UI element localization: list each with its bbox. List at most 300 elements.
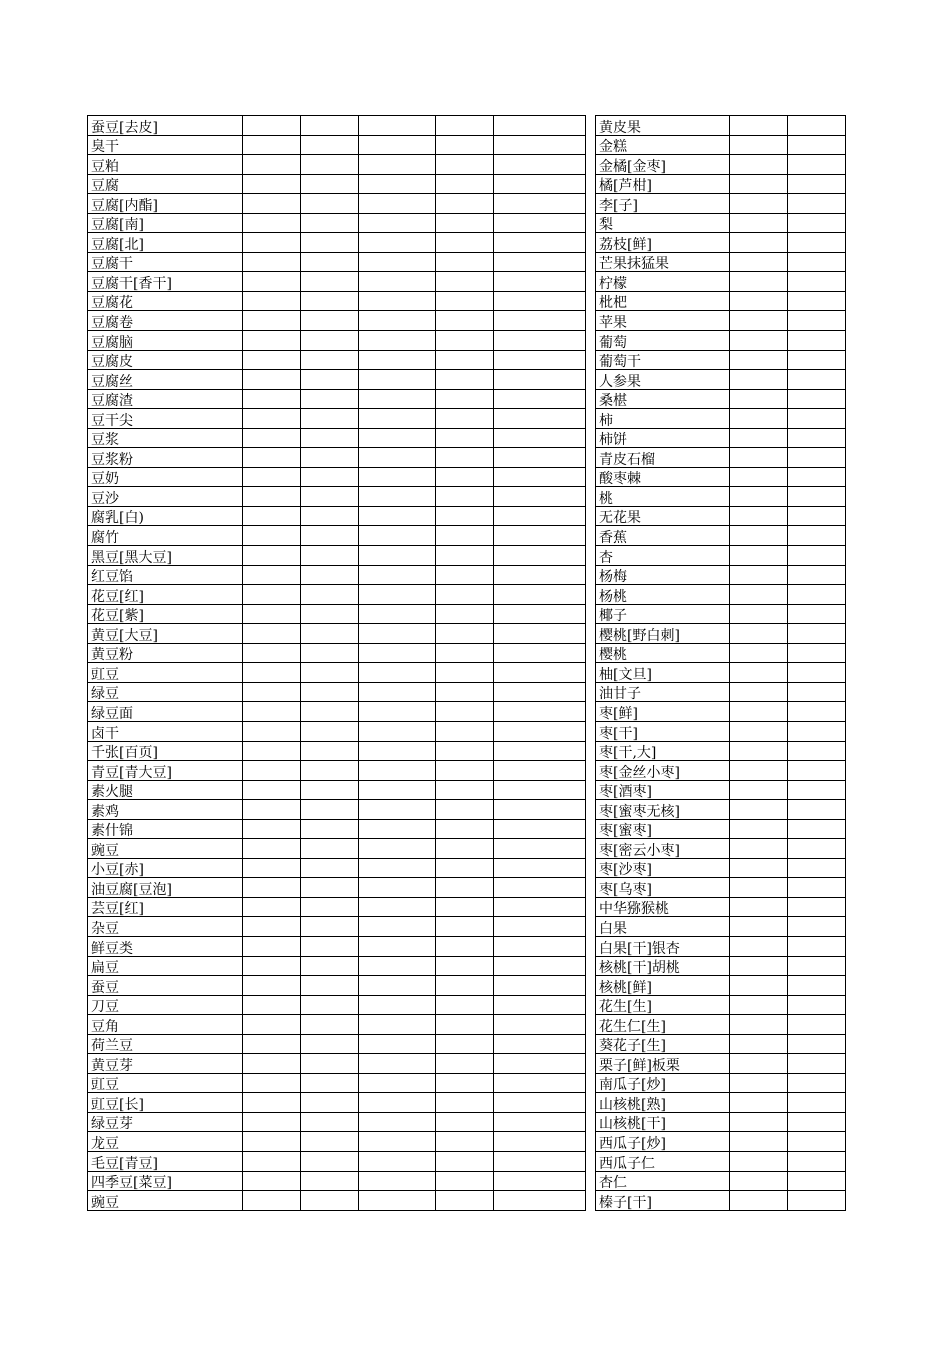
item-name-cell: 芸豆[红] bbox=[88, 897, 243, 917]
empty-cell bbox=[436, 1171, 494, 1191]
empty-cell bbox=[359, 800, 436, 820]
empty-cell bbox=[730, 995, 788, 1015]
table-row bbox=[596, 976, 846, 996]
empty-cell bbox=[301, 252, 359, 272]
table-row bbox=[88, 761, 586, 781]
empty-cell bbox=[730, 604, 788, 624]
empty-cell bbox=[788, 428, 846, 448]
item-name-cell: 金糕 bbox=[596, 135, 730, 155]
empty-cell bbox=[494, 878, 586, 898]
item-name-cell: 杂豆 bbox=[88, 917, 243, 937]
empty-cell bbox=[301, 741, 359, 761]
empty-cell bbox=[301, 448, 359, 468]
item-name-cell: 花生仁[生] bbox=[596, 1015, 730, 1035]
table-row bbox=[88, 956, 586, 976]
empty-cell bbox=[730, 721, 788, 741]
empty-cell bbox=[301, 370, 359, 390]
empty-cell bbox=[730, 565, 788, 585]
table-row bbox=[596, 155, 846, 175]
empty-cell bbox=[436, 819, 494, 839]
empty-cell bbox=[301, 506, 359, 526]
empty-cell bbox=[730, 702, 788, 722]
empty-cell bbox=[788, 135, 846, 155]
table-row bbox=[88, 839, 586, 859]
empty-cell bbox=[359, 370, 436, 390]
item-name-cell: 青豆[青大豆] bbox=[88, 761, 243, 781]
item-name-cell: 柚[文旦] bbox=[596, 663, 730, 683]
table-row bbox=[596, 663, 846, 683]
item-name-cell: 豆腐[南] bbox=[88, 213, 243, 233]
empty-cell bbox=[730, 448, 788, 468]
empty-cell bbox=[494, 272, 586, 292]
empty-cell bbox=[788, 956, 846, 976]
table-row bbox=[88, 858, 586, 878]
item-name-cell: 豌豆 bbox=[88, 839, 243, 859]
item-name-cell: 核桃[鲜] bbox=[596, 976, 730, 996]
empty-cell bbox=[788, 565, 846, 585]
empty-cell bbox=[494, 506, 586, 526]
empty-cell bbox=[730, 1132, 788, 1152]
item-name-cell: 卤干 bbox=[88, 721, 243, 741]
table-row bbox=[88, 585, 586, 605]
item-name-cell: 龙豆 bbox=[88, 1132, 243, 1152]
empty-cell bbox=[788, 1191, 846, 1211]
item-name-cell: 四季豆[菜豆] bbox=[88, 1171, 243, 1191]
empty-cell bbox=[243, 409, 301, 429]
item-name-cell: 油甘子 bbox=[596, 682, 730, 702]
empty-cell bbox=[788, 761, 846, 781]
table-row bbox=[88, 1073, 586, 1093]
empty-cell bbox=[788, 213, 846, 233]
empty-cell bbox=[359, 213, 436, 233]
empty-cell bbox=[494, 663, 586, 683]
table-row bbox=[88, 272, 586, 292]
table-row bbox=[596, 624, 846, 644]
empty-cell bbox=[436, 428, 494, 448]
empty-cell bbox=[359, 624, 436, 644]
item-name-cell: 豆奶 bbox=[88, 467, 243, 487]
table-row bbox=[88, 311, 586, 331]
empty-cell bbox=[788, 741, 846, 761]
empty-cell bbox=[436, 331, 494, 351]
empty-cell bbox=[301, 995, 359, 1015]
empty-cell bbox=[359, 780, 436, 800]
empty-cell bbox=[243, 135, 301, 155]
empty-cell bbox=[359, 819, 436, 839]
empty-cell bbox=[494, 604, 586, 624]
item-name-cell: 白果[干]银杏 bbox=[596, 936, 730, 956]
item-name-cell: 枣[干,大] bbox=[596, 741, 730, 761]
table-row bbox=[596, 1073, 846, 1093]
empty-cell bbox=[359, 428, 436, 448]
empty-cell bbox=[730, 976, 788, 996]
empty-cell bbox=[436, 702, 494, 722]
empty-cell bbox=[494, 428, 586, 448]
item-name-cell: 枣[蜜枣] bbox=[596, 819, 730, 839]
empty-cell bbox=[494, 155, 586, 175]
empty-cell bbox=[301, 897, 359, 917]
empty-cell bbox=[301, 155, 359, 175]
table-row bbox=[88, 116, 586, 136]
empty-cell bbox=[788, 585, 846, 605]
empty-cell bbox=[359, 1191, 436, 1211]
table-row bbox=[596, 1054, 846, 1074]
table-row bbox=[88, 976, 586, 996]
table-row bbox=[88, 1015, 586, 1035]
empty-cell bbox=[359, 682, 436, 702]
item-name-cell: 枣[酒枣] bbox=[596, 780, 730, 800]
item-name-cell: 蚕豆[去皮] bbox=[88, 116, 243, 136]
empty-cell bbox=[436, 878, 494, 898]
empty-cell bbox=[788, 174, 846, 194]
empty-cell bbox=[243, 350, 301, 370]
item-name-cell: 花生[生] bbox=[596, 995, 730, 1015]
item-name-cell: 香蕉 bbox=[596, 526, 730, 546]
table-row bbox=[88, 1112, 586, 1132]
empty-cell bbox=[730, 116, 788, 136]
empty-cell bbox=[243, 155, 301, 175]
empty-cell bbox=[494, 350, 586, 370]
empty-cell bbox=[301, 350, 359, 370]
table-row bbox=[596, 936, 846, 956]
empty-cell bbox=[788, 506, 846, 526]
table-row bbox=[596, 409, 846, 429]
empty-cell bbox=[243, 995, 301, 1015]
empty-cell bbox=[243, 213, 301, 233]
item-name-cell: 黄豆粉 bbox=[88, 643, 243, 663]
empty-cell bbox=[301, 839, 359, 859]
table-row bbox=[88, 135, 586, 155]
empty-cell bbox=[730, 800, 788, 820]
empty-cell bbox=[301, 272, 359, 292]
empty-cell bbox=[788, 1171, 846, 1191]
empty-cell bbox=[730, 1073, 788, 1093]
empty-cell bbox=[359, 897, 436, 917]
item-name-cell: 葵花子[生] bbox=[596, 1034, 730, 1054]
table-row bbox=[596, 1132, 846, 1152]
empty-cell bbox=[730, 1034, 788, 1054]
empty-cell bbox=[301, 858, 359, 878]
empty-cell bbox=[301, 956, 359, 976]
empty-cell bbox=[788, 116, 846, 136]
empty-cell bbox=[359, 1093, 436, 1113]
table-row bbox=[596, 682, 846, 702]
empty-cell bbox=[359, 311, 436, 331]
empty-cell bbox=[359, 604, 436, 624]
empty-cell bbox=[243, 487, 301, 507]
table-row bbox=[596, 291, 846, 311]
item-name-cell: 豆腐[北] bbox=[88, 233, 243, 253]
item-name-cell: 小豆[赤] bbox=[88, 858, 243, 878]
item-name-cell: 豆干尖 bbox=[88, 409, 243, 429]
item-name-cell: 榛子[干] bbox=[596, 1191, 730, 1211]
empty-cell bbox=[730, 487, 788, 507]
empty-cell bbox=[494, 721, 586, 741]
empty-cell bbox=[243, 1151, 301, 1171]
empty-cell bbox=[436, 467, 494, 487]
item-name-cell: 枣[鲜] bbox=[596, 702, 730, 722]
empty-cell bbox=[494, 1015, 586, 1035]
empty-cell bbox=[243, 291, 301, 311]
empty-cell bbox=[243, 819, 301, 839]
empty-cell bbox=[436, 135, 494, 155]
table-row bbox=[596, 331, 846, 351]
item-name-cell: 花豆[紫] bbox=[88, 604, 243, 624]
empty-cell bbox=[494, 780, 586, 800]
empty-cell bbox=[301, 819, 359, 839]
item-name-cell: 樱桃 bbox=[596, 643, 730, 663]
empty-cell bbox=[301, 174, 359, 194]
empty-cell bbox=[730, 526, 788, 546]
empty-cell bbox=[730, 331, 788, 351]
empty-cell bbox=[436, 174, 494, 194]
item-name-cell: 柿 bbox=[596, 409, 730, 429]
item-name-cell: 豆腐丝 bbox=[88, 370, 243, 390]
empty-cell bbox=[243, 174, 301, 194]
item-name-cell: 西瓜子[炒] bbox=[596, 1132, 730, 1152]
empty-cell bbox=[301, 428, 359, 448]
empty-cell bbox=[730, 272, 788, 292]
empty-cell bbox=[436, 1015, 494, 1035]
table-row bbox=[596, 135, 846, 155]
left-food-table bbox=[87, 115, 586, 1211]
empty-cell bbox=[243, 389, 301, 409]
empty-cell bbox=[788, 682, 846, 702]
empty-cell bbox=[788, 1112, 846, 1132]
empty-cell bbox=[301, 624, 359, 644]
table-row bbox=[88, 741, 586, 761]
empty-cell bbox=[730, 546, 788, 566]
table-row bbox=[596, 917, 846, 937]
item-name-cell: 豆浆 bbox=[88, 428, 243, 448]
item-name-cell: 无花果 bbox=[596, 506, 730, 526]
empty-cell bbox=[788, 897, 846, 917]
empty-cell bbox=[301, 331, 359, 351]
empty-cell bbox=[359, 155, 436, 175]
item-name-cell: 豆腐[内酯] bbox=[88, 194, 243, 214]
empty-cell bbox=[788, 272, 846, 292]
table-row bbox=[88, 291, 586, 311]
item-name-cell: 葡萄干 bbox=[596, 350, 730, 370]
item-name-cell: 豆腐卷 bbox=[88, 311, 243, 331]
table-row bbox=[88, 604, 586, 624]
item-name-cell: 杏 bbox=[596, 546, 730, 566]
empty-cell bbox=[436, 233, 494, 253]
empty-cell bbox=[494, 1034, 586, 1054]
empty-cell bbox=[243, 1112, 301, 1132]
empty-cell bbox=[243, 956, 301, 976]
empty-cell bbox=[243, 721, 301, 741]
item-name-cell: 豆腐渣 bbox=[88, 389, 243, 409]
empty-cell bbox=[730, 174, 788, 194]
table-row bbox=[88, 1191, 586, 1211]
item-name-cell: 豆腐 bbox=[88, 174, 243, 194]
empty-cell bbox=[243, 370, 301, 390]
empty-cell bbox=[494, 1093, 586, 1113]
item-name-cell: 豆腐脑 bbox=[88, 331, 243, 351]
empty-cell bbox=[243, 780, 301, 800]
empty-cell bbox=[301, 389, 359, 409]
empty-cell bbox=[494, 135, 586, 155]
table-row bbox=[88, 252, 586, 272]
empty-cell bbox=[359, 663, 436, 683]
table-row bbox=[88, 389, 586, 409]
table-row bbox=[88, 546, 586, 566]
table-row bbox=[596, 565, 846, 585]
table-row bbox=[88, 1093, 586, 1113]
item-name-cell: 中华猕猴桃 bbox=[596, 897, 730, 917]
empty-cell bbox=[494, 213, 586, 233]
empty-cell bbox=[359, 1112, 436, 1132]
item-name-cell: 绿豆面 bbox=[88, 702, 243, 722]
empty-cell bbox=[730, 389, 788, 409]
empty-cell bbox=[436, 995, 494, 1015]
item-name-cell: 豆浆粉 bbox=[88, 448, 243, 468]
table-row bbox=[596, 643, 846, 663]
empty-cell bbox=[301, 1132, 359, 1152]
empty-cell bbox=[243, 1015, 301, 1035]
table-row bbox=[596, 956, 846, 976]
empty-cell bbox=[301, 1015, 359, 1035]
empty-cell bbox=[243, 448, 301, 468]
item-name-cell: 荔枝[鲜] bbox=[596, 233, 730, 253]
table-row bbox=[596, 878, 846, 898]
empty-cell bbox=[243, 1171, 301, 1191]
empty-cell bbox=[730, 741, 788, 761]
empty-cell bbox=[788, 917, 846, 937]
table-row bbox=[596, 800, 846, 820]
empty-cell bbox=[730, 585, 788, 605]
empty-cell bbox=[730, 858, 788, 878]
item-name-cell: 素火腿 bbox=[88, 780, 243, 800]
empty-cell bbox=[301, 1054, 359, 1074]
empty-cell bbox=[359, 721, 436, 741]
empty-cell bbox=[301, 585, 359, 605]
empty-cell bbox=[243, 800, 301, 820]
item-name-cell: 山核桃[干] bbox=[596, 1112, 730, 1132]
item-name-cell: 千张[百页] bbox=[88, 741, 243, 761]
empty-cell bbox=[788, 331, 846, 351]
item-name-cell: 豇豆 bbox=[88, 663, 243, 683]
empty-cell bbox=[359, 526, 436, 546]
empty-cell bbox=[301, 467, 359, 487]
table-row bbox=[596, 546, 846, 566]
empty-cell bbox=[494, 252, 586, 272]
table-row bbox=[596, 721, 846, 741]
empty-cell bbox=[788, 800, 846, 820]
empty-cell bbox=[436, 741, 494, 761]
empty-cell bbox=[301, 526, 359, 546]
empty-cell bbox=[788, 702, 846, 722]
table-row bbox=[596, 1171, 846, 1191]
empty-cell bbox=[730, 350, 788, 370]
empty-cell bbox=[494, 311, 586, 331]
table-row bbox=[88, 936, 586, 956]
empty-cell bbox=[436, 780, 494, 800]
empty-cell bbox=[243, 526, 301, 546]
table-row bbox=[88, 526, 586, 546]
empty-cell bbox=[730, 233, 788, 253]
item-name-cell: 梨 bbox=[596, 213, 730, 233]
empty-cell bbox=[788, 194, 846, 214]
empty-cell bbox=[359, 976, 436, 996]
empty-cell bbox=[494, 936, 586, 956]
item-name-cell: 油豆腐[豆泡] bbox=[88, 878, 243, 898]
item-name-cell: 豇豆 bbox=[88, 1073, 243, 1093]
item-name-cell: 杨梅 bbox=[596, 565, 730, 585]
table-row bbox=[596, 526, 846, 546]
table-row bbox=[596, 272, 846, 292]
item-name-cell: 黄皮果 bbox=[596, 116, 730, 136]
empty-cell bbox=[788, 976, 846, 996]
empty-cell bbox=[243, 428, 301, 448]
empty-cell bbox=[301, 780, 359, 800]
empty-cell bbox=[730, 897, 788, 917]
empty-cell bbox=[359, 1132, 436, 1152]
empty-cell bbox=[243, 252, 301, 272]
table-row bbox=[88, 448, 586, 468]
empty-cell bbox=[359, 389, 436, 409]
empty-cell bbox=[301, 1112, 359, 1132]
empty-cell bbox=[243, 585, 301, 605]
empty-cell bbox=[436, 389, 494, 409]
table-row bbox=[88, 995, 586, 1015]
empty-cell bbox=[494, 409, 586, 429]
empty-cell bbox=[359, 350, 436, 370]
empty-cell bbox=[359, 956, 436, 976]
empty-cell bbox=[436, 1112, 494, 1132]
empty-cell bbox=[436, 1151, 494, 1171]
empty-cell bbox=[243, 546, 301, 566]
empty-cell bbox=[301, 546, 359, 566]
empty-cell bbox=[788, 780, 846, 800]
empty-cell bbox=[436, 624, 494, 644]
empty-cell bbox=[788, 1132, 846, 1152]
table-row bbox=[596, 741, 846, 761]
empty-cell bbox=[436, 956, 494, 976]
empty-cell bbox=[494, 291, 586, 311]
table-row bbox=[596, 702, 846, 722]
empty-cell bbox=[243, 761, 301, 781]
item-name-cell: 黄豆[大豆] bbox=[88, 624, 243, 644]
table-row bbox=[88, 721, 586, 741]
table-row bbox=[88, 663, 586, 683]
item-name-cell: 核桃[干]胡桃 bbox=[596, 956, 730, 976]
item-name-cell: 红豆馅 bbox=[88, 565, 243, 585]
table-row bbox=[596, 761, 846, 781]
empty-cell bbox=[494, 819, 586, 839]
empty-cell bbox=[243, 1034, 301, 1054]
empty-cell bbox=[730, 878, 788, 898]
empty-cell bbox=[730, 252, 788, 272]
item-name-cell: 黑豆[黑大豆] bbox=[88, 546, 243, 566]
empty-cell bbox=[243, 233, 301, 253]
empty-cell bbox=[436, 506, 494, 526]
empty-cell bbox=[494, 761, 586, 781]
empty-cell bbox=[243, 878, 301, 898]
empty-cell bbox=[359, 702, 436, 722]
empty-cell bbox=[788, 721, 846, 741]
empty-cell bbox=[359, 506, 436, 526]
table-row bbox=[596, 233, 846, 253]
item-name-cell: 枣[蜜枣无核] bbox=[596, 800, 730, 820]
empty-cell bbox=[436, 761, 494, 781]
empty-cell bbox=[730, 956, 788, 976]
table-row bbox=[596, 174, 846, 194]
empty-cell bbox=[788, 291, 846, 311]
table-row bbox=[88, 213, 586, 233]
table-row bbox=[596, 506, 846, 526]
